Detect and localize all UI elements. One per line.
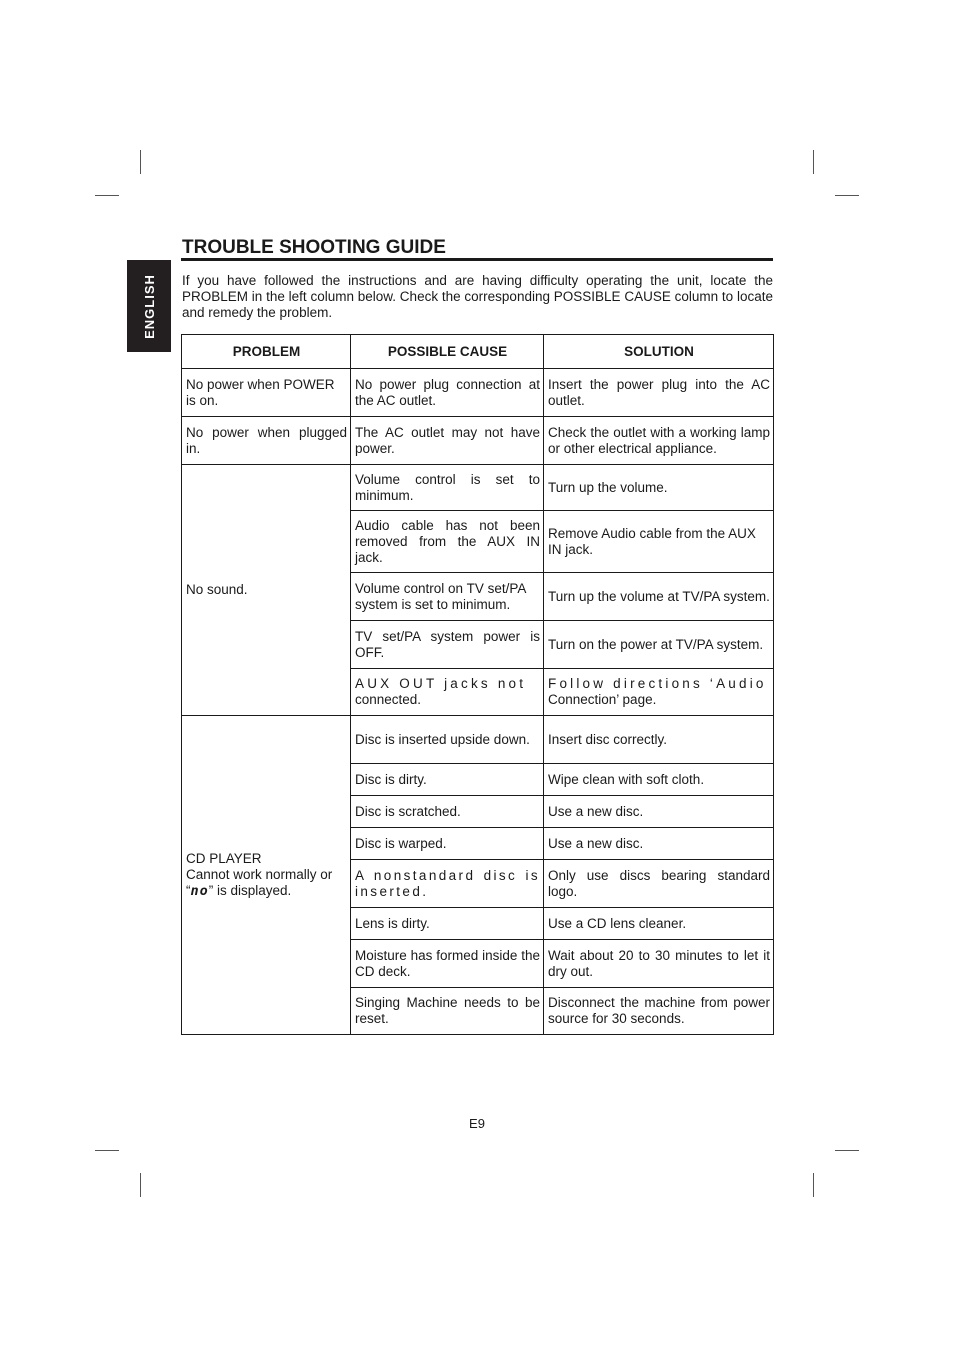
table-row (182, 716, 774, 764)
cause-cell (351, 860, 544, 908)
solution-cell: Check the outlet with a working lamp or other electrical appliance. (544, 417, 774, 465)
cause-cell: Volume control on TV set/PA system is set to minimum. (351, 573, 544, 621)
problem-cell: No power when plugged in. (182, 417, 351, 465)
language-tab-label: ENGLISH (141, 273, 157, 339)
problem-line (186, 883, 347, 899)
cause-text: A nonstandard disc is inserted. (355, 867, 540, 899)
troubleshooting-table (181, 334, 774, 1035)
crop-mark (95, 1150, 119, 1151)
solution-cell: Use a CD lens cleaner. (544, 908, 774, 940)
solution-cell: Turn up the volume. (544, 465, 774, 511)
cause-line: connected. (355, 692, 422, 707)
cause-cell: TV set/PA system power is OFF. (351, 621, 544, 669)
cause-cell: Singing Machine needs to be reset. (351, 988, 544, 1035)
problem-cell: No power when POWER is on. (182, 369, 351, 417)
solution-cell: Use a new disc. (544, 796, 774, 828)
cause-cell: No power plug connection at the AC outlet. (351, 369, 544, 417)
solution-cell: Only use discs bearing standard logo. (544, 860, 774, 908)
cause-cell: The AC outlet may not have power. (351, 417, 544, 465)
crop-mark (813, 1173, 814, 1197)
page-title: TROUBLE SHOOTING GUIDE (182, 237, 446, 258)
crop-mark (95, 195, 119, 196)
table-header-row (182, 335, 774, 369)
solution-cell: Insert the power plug into the AC outlet. (544, 369, 774, 417)
solution-line: Connection’ page. (548, 692, 657, 707)
cause-cell: Disc is inserted upside down. (351, 716, 544, 764)
table-row (182, 465, 774, 511)
problem-line: Cannot work normally or (186, 867, 333, 882)
title-underline (181, 258, 773, 261)
solution-cell: Turn on the power at TV/PA system. (544, 621, 774, 669)
solution-cell: Insert disc correctly. (544, 716, 774, 764)
solution-cell: Remove Audio cable from the AUX IN jack. (544, 511, 774, 573)
crop-mark (835, 195, 859, 196)
crop-mark (140, 150, 141, 174)
cause-cell: Moisture has formed inside the CD deck. (351, 940, 544, 988)
problem-line: CD PLAYER (186, 851, 262, 866)
cause-cell: Disc is scratched. (351, 796, 544, 828)
solution-cell: Wipe clean with soft cloth. (544, 764, 774, 796)
cause-cell: Audio cable has not been removed from the AUX IN jack. (351, 511, 544, 573)
cause-cell: Disc is dirty. (351, 764, 544, 796)
display-code-glyph: no (190, 883, 209, 899)
problem-cell-no-sound: No sound. (182, 465, 351, 716)
crop-mark (835, 1150, 859, 1151)
solution-cell: Wait about 20 to 30 minutes to let it dry out. (544, 940, 774, 988)
cause-cell (351, 669, 544, 716)
crop-mark (813, 150, 814, 174)
table-row (182, 369, 774, 417)
solution-cell: Use a new disc. (544, 828, 774, 860)
header-solution: SOLUTION (544, 335, 774, 369)
quote-close: ” is displayed. (208, 883, 292, 898)
header-possible-cause: POSSIBLE CAUSE (351, 335, 544, 369)
table-row (182, 417, 774, 465)
cause-line: AUX OUT jacks not (355, 676, 527, 691)
header-problem: PROBLEM (182, 335, 351, 369)
solution-cell: Turn up the volume at TV/PA system. (544, 573, 774, 621)
cause-cell: Disc is warped. (351, 828, 544, 860)
cause-cell: Lens is dirty. (351, 908, 544, 940)
page-number: E9 (469, 1116, 485, 1131)
solution-line: Follow directions ‘Audio (548, 676, 767, 691)
solution-cell: Disconnect the machine from power source for 30 seconds. (544, 988, 774, 1035)
language-tab (127, 260, 171, 352)
solution-cell (544, 669, 774, 716)
intro-paragraph: If you have followed the instructions and are having difficulty operating the unit, locate the PROBLEM in the left column below. Check the corresponding POSSIBLE CAUSE column to locate and remedy the problem. (182, 273, 773, 320)
cause-cell: Volume control is set to minimum. (351, 465, 544, 511)
quote-open: “ (186, 883, 191, 898)
crop-mark (140, 1173, 141, 1197)
problem-cell-cd-player (182, 716, 351, 1035)
